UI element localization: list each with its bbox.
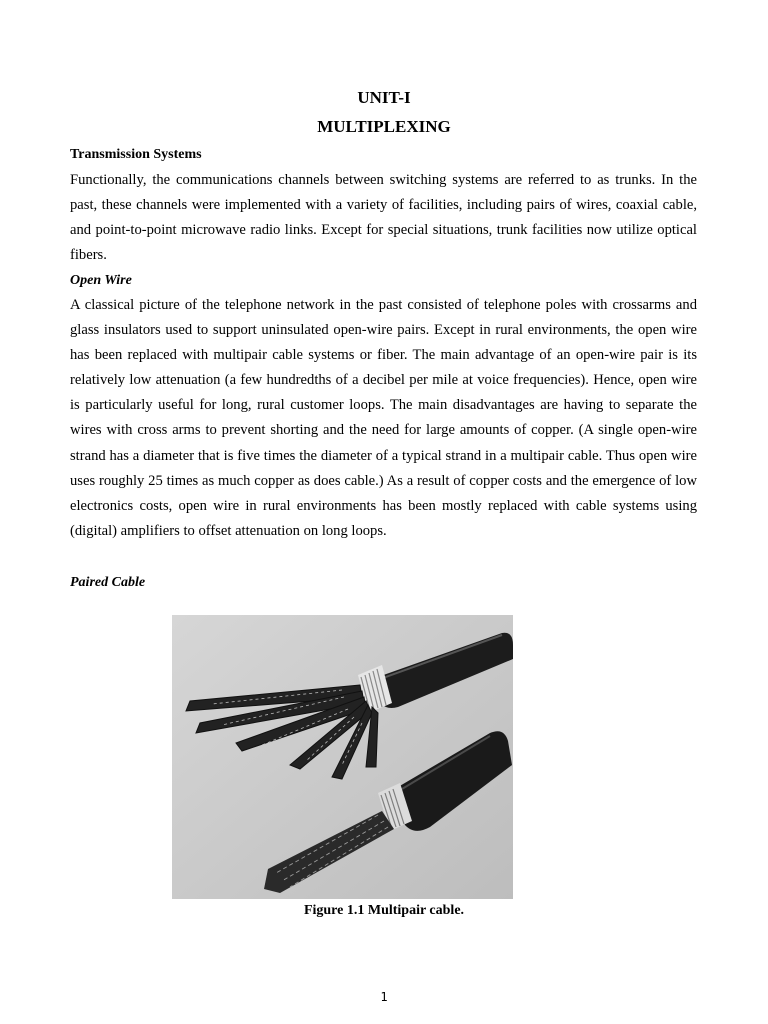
chapter-title: MULTIPLEXING xyxy=(317,117,451,136)
section-heading-paired-cable: Paired Cable xyxy=(70,575,146,590)
section-heading-open-wire: Open Wire xyxy=(70,273,132,288)
page-number: 1 xyxy=(380,990,388,1004)
unit-title: UNIT-I xyxy=(357,88,411,107)
paragraph-open-wire: A classical picture of the telephone network in the past consisted of telephone poles with crossarms and glass insulators used to support uninsulated open-wire pairs. Except in rural environments, the open wire has been replaced with multipair cable systems or fiber. The main advantage of an open-wire pair is its relatively low attenuation (a few hundredths of a decibel per mile at voice frequencies). Hence, open wire is particularly useful for long, rural customer loops. The main disadvantages are having to separate the wires with cross arms to prevent shorting and the need for large amounts of copper. (A single open-wire strand has a diameter that is five times the diameter of a typical strand in a multipair cable. Thus open wire uses roughly 25 times as much copper as does cable.) As a result of copper costs and the emergence of low electronics costs, open wire in rural environments has been mostly replaced with cable systems using (digital) amplifiers to offset attenuation on long loops. xyxy=(70,297,697,539)
section-heading-transmission-systems: Transmission Systems xyxy=(70,147,202,162)
multipair-cable-photo xyxy=(172,615,513,899)
cable-illustration xyxy=(172,615,513,899)
paragraph-transmission-systems: Functionally, the communications channels between switching systems are referred to as trunks. In the past, these channels were implemented with a variety of facilities, including pairs of wires, coaxial cable, and point-to-point microwave radio links. Except for special situations, trunk facilities now utilize optical fibers. xyxy=(70,172,697,264)
figure-caption: Figure 1.1 Multipair cable. xyxy=(303,903,465,918)
